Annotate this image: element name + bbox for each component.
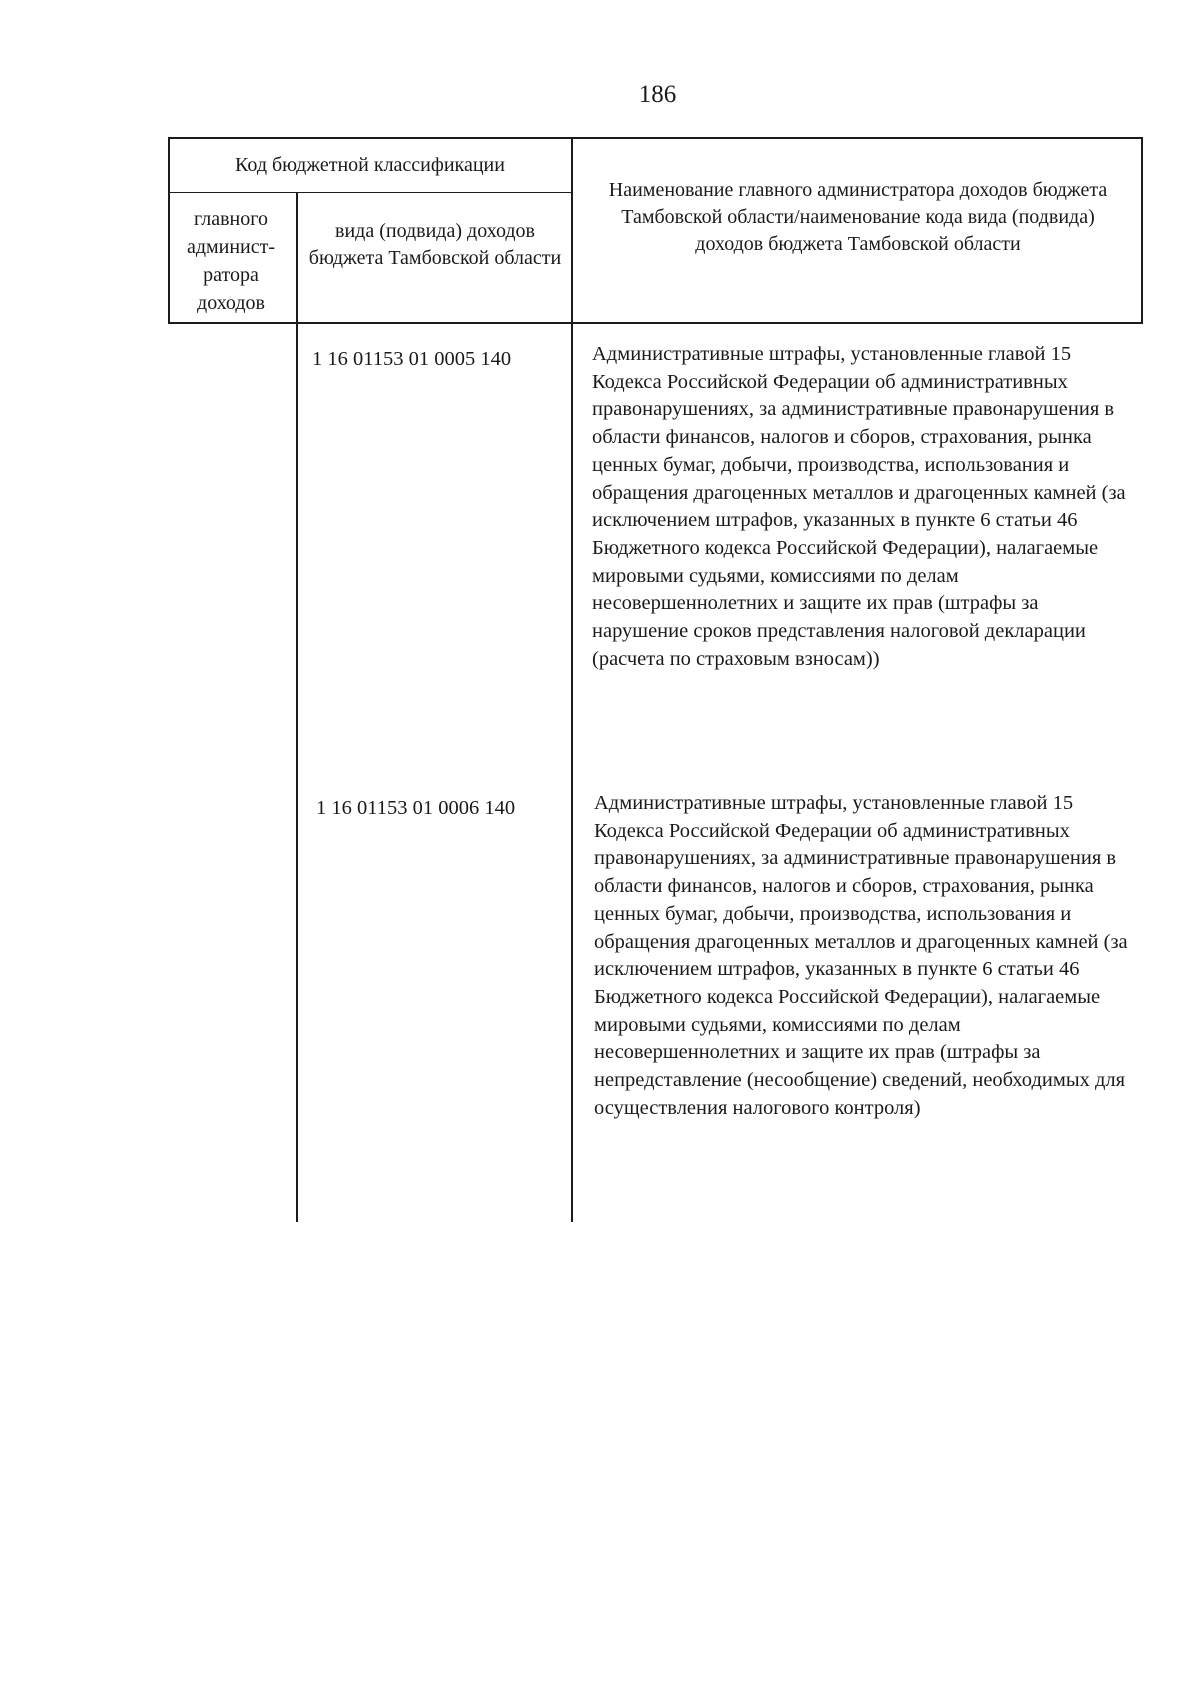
header-revenue-name: Наименование главного администратора доходов бюджета Тамбовской области/наименование кода вида (подвида) доходов бюджета Тамбовской области: [608, 179, 1108, 255]
column-divider-admin: [296, 192, 298, 1222]
header-bottom-border: [168, 322, 1143, 324]
header-group-divider: [168, 192, 572, 193]
header-admin-code: главного админист-ратора доходов: [186, 208, 276, 314]
header-top-border: [168, 137, 1143, 139]
page-number: 186: [638, 81, 677, 108]
row-revenue-code: 1 16 01153 01 0006 140: [316, 797, 516, 819]
row-revenue-name: Административные штрафы, установленные главой 15 Кодекса Российской Федерации об административных правонарушениях, за административные правонарушения в области финансов, налогов и сборов, страхования, рынка ценных бумаг, добычи, производства, использования и обращения драгоценных металлов и драгоценных камней (за исключением штрафов, указанных в пункте 6 статьи 46 Бюджетного кодекса Российской Федерации), налагаемые мировыми судьями, комиссиями по делам несовершеннолетних и защите их прав (штрафы за нарушение сроков представления налоговой декларации (расчета по страховым взносам)): [592, 343, 1126, 670]
row-revenue-name: Административные штрафы, установленные главой 15 Кодекса Российской Федерации об административных правонарушениях, за административные правонарушения в области финансов, налогов и сборов, страхования, рынка ценных бумаг, добычи, производства, использования и обращения драгоценных металлов и драгоценных камней (за исключением штрафов, указанных в пункте 6 статьи 46 Бюджетного кодекса Российской Федерации), налагаемые мировыми судьями, комиссиями по делам несовершеннолетних и защите их прав (штрафы за непредставление (несообщение) сведений, необходимых для осуществления налогового контроля): [594, 792, 1128, 1119]
header-budget-code-group: Код бюджетной классификации: [235, 154, 505, 176]
header-revenue-type-code: вида (подвида) доходов бюджета Тамбовской области: [308, 220, 562, 269]
column-divider-name: [571, 137, 573, 1222]
header-right-border: [1141, 137, 1143, 323]
row-revenue-code: 1 16 01153 01 0005 140: [312, 348, 512, 370]
